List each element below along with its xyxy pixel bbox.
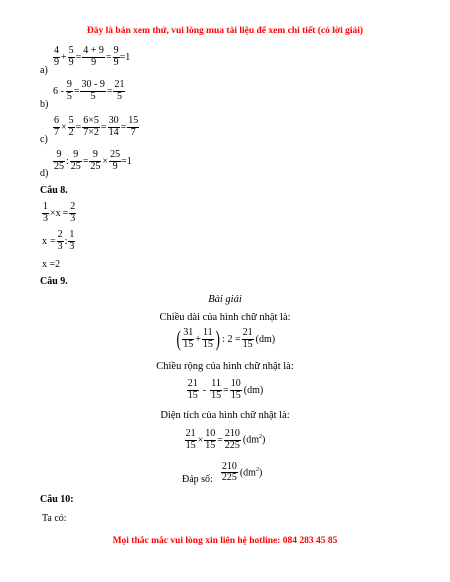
header-banner: Đây là bản xem thử, vui lòng mua tài liệu để xem chi tiết (có lời giải) (86, 26, 364, 36)
fraction: $\frac{21}{15}$ (187, 378, 198, 401)
fraction: $\frac{30 - 9}{5}$ (81, 79, 105, 102)
answer-line (182, 460, 262, 485)
answer-label: Đáp số: (182, 474, 213, 485)
fraction: $\frac{21}{5}$ (114, 79, 125, 102)
bai-giai-title: Bài giải (208, 294, 242, 305)
cau-8-heading: Câu 8. (40, 185, 68, 196)
fraction: $\frac{11}{15}$ (211, 378, 222, 401)
statement-length: Chiều dài của hình chữ nhật là: (159, 312, 291, 323)
part-c-label: c) (40, 134, 48, 145)
fraction: $\frac{5}{9}$ (68, 45, 74, 68)
part-d-label: d) (40, 168, 49, 179)
part-a-label: a) (40, 65, 48, 76)
cau-9-heading: Câu 9. (40, 276, 68, 287)
fraction: $\frac{2}{3}$ (57, 229, 63, 252)
fraction: $\frac{25}{9}$ (110, 149, 121, 172)
part-b: b) 6 - $\frac{9}{5}$ = $\frac{30 - 9}{5}$ = $\frac{21}{5}$ (40, 79, 125, 110)
fraction: $\frac{1}{3}$ (69, 229, 75, 252)
fraction: $\frac{30}{14}$ (108, 115, 119, 138)
fraction: $\frac{15}{7}$ (128, 115, 139, 138)
result: =1 (119, 51, 131, 63)
unit-label: $(dm^2)$ (239, 466, 263, 479)
equation-area: $\frac{21}{15}$ × $\frac{10}{15}$ = $\frac{210}{225}$ $(dm^2)$ (185, 428, 266, 451)
cau-8-line-3: x =2 (42, 259, 61, 270)
part-b-label: b) (40, 99, 49, 110)
fraction: $\frac{21}{15}$ (242, 327, 253, 350)
part-c: c) $\frac{6}{7}$ × $\frac{5}{2}$ = $\frac{6\times 5}{7\times 2}$ = $\frac{30}{14}$ = $\frac{15}{7}$ (40, 115, 139, 145)
part-a: a) $\frac{4}{9}$ + $\frac{5}{9}$ = $\frac{4 + 9}{9}$ = $\frac{9}{9}$ =1 (40, 45, 131, 76)
fraction: $\frac{10}{15}$ (205, 428, 216, 451)
fraction: $\frac{5}{2}$ (68, 115, 74, 138)
fraction: $\frac{2}{3}$ (70, 201, 76, 224)
fraction: $\frac{210}{225}$ (221, 460, 237, 483)
fraction: $\frac{4}{9}$ (54, 45, 59, 68)
fraction: $\frac{11}{15}$ (202, 327, 213, 350)
fraction: $\frac{9}{25}$ (54, 149, 64, 172)
equation-length: ( $\frac{31}{15}$ + $\frac{11}{15}$ ) : 2 = $\frac{21}{15}$ (dm) (176, 326, 276, 351)
fraction: $\frac{9}{9}$ (113, 45, 119, 68)
fraction: $\frac{1}{3}$ (43, 201, 48, 224)
fraction: $\frac{6\times 5}{7\times 2}$ (83, 115, 99, 138)
unit-label: (dm) (243, 384, 264, 396)
fraction: $\frac{21}{15}$ (185, 428, 196, 451)
fraction: $\frac{4 + 9}{9}$ (83, 45, 104, 68)
statement-width: Chiều rộng của hình chữ nhật là: (156, 361, 294, 372)
equation-width: $\frac{21}{15}$ - $\frac{11}{15}$ = $\frac{10}{15}$ (dm) (187, 378, 264, 401)
fraction: $\frac{9}{25}$ (70, 149, 81, 172)
lead-term: 6 - (53, 85, 64, 97)
result: =1 (121, 155, 132, 167)
fraction: $\frac{31}{15}$ (183, 327, 194, 350)
cau-10-text: Ta có: (42, 513, 67, 524)
fraction: $\frac{9}{25}$ (90, 149, 101, 172)
fraction: $\frac{9}{5}$ (66, 79, 72, 102)
statement-area: Diện tích của hình chữ nhật là: (160, 410, 290, 421)
part-d: d) $\frac{9}{25}$ : $\frac{9}{25}$ = $\frac{9}{25}$ × $\frac{25}{9}$ =1 (40, 149, 132, 179)
fraction: $\frac{210}{225}$ (224, 428, 240, 451)
fraction: $\frac{6}{7}$ (54, 115, 59, 138)
fraction: $\frac{10}{15}$ (230, 378, 241, 401)
cau-10-heading: Câu 10: (40, 494, 74, 505)
unit-label: (dm) (255, 333, 276, 345)
unit-label: $(dm^2)$ (242, 434, 266, 446)
footer-banner: Mọi thắc mắc vui lòng xin liên hệ hotline: 084 283 45 85 (112, 536, 338, 546)
